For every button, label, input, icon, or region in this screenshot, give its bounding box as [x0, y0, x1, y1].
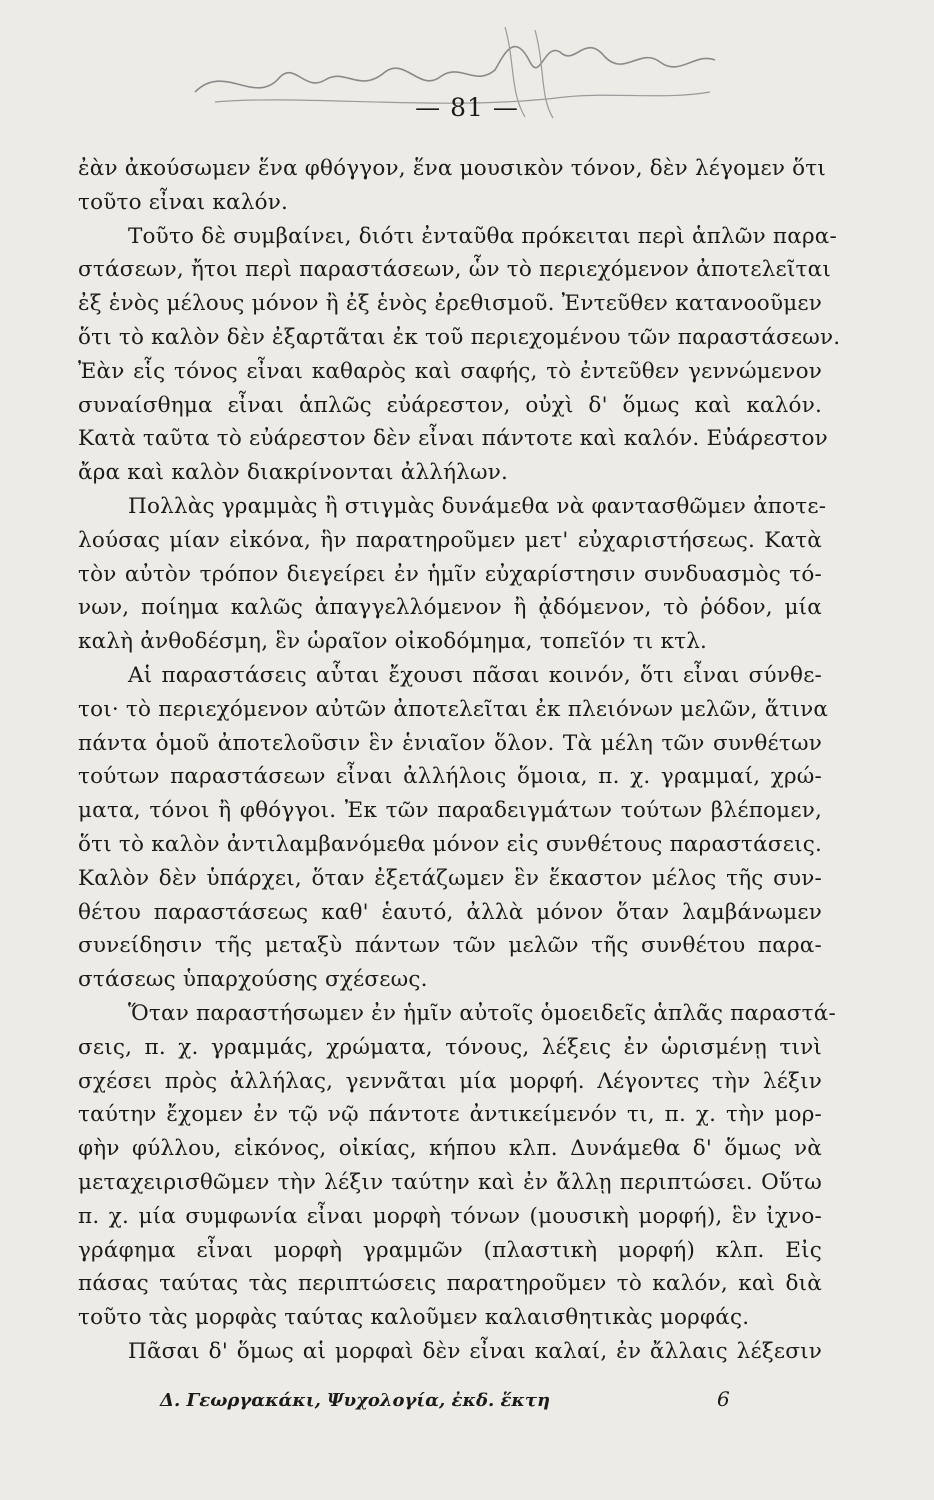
text-line: σχέσει πρὸς ἀλλήλας, γεννᾶται μία μορφή. Λέγοντες τὴν λέξιν: [78, 1068, 822, 1094]
text-line: ματα, τόνοι ἢ φθόγγοι. Ἐκ τῶν παραδειγμάτων τούτων βλέπομεν,: [78, 798, 822, 824]
text-line: Τοῦτο δὲ συμβαίνει, διότι ἐνταῦθα πρόκειται περὶ ἁπλῶν παρα-: [128, 223, 837, 249]
text-line: μεταχειρισθῶμεν τὴν λέξιν ταύτην καὶ ἐν ἄλλῃ περιπτώσει. Οὕτω: [78, 1169, 822, 1195]
text-line: Καλὸν δὲν ὑπάρχει, ὅταν ἐξετάζωμεν ἓν ἕκαστον μέλος τῆς συν-: [78, 865, 822, 891]
page-number: — 81 —: [415, 93, 519, 122]
text-line: τοῦτο εἶναι καλόν.: [78, 189, 289, 215]
text-line: καλὴ ἀνθοδέσμη, ἓν ὡραῖον οἰκοδόμημα, τοπεῖόν τι κτλ.: [78, 629, 708, 655]
footer-citation: Δ. Γεωργακάκι, Ψυχολογία, ἐκδ. ἕκτη: [160, 1390, 551, 1411]
text-line: τούτων παραστάσεων εἶναι ἀλλήλοις ὅμοια, π. χ. γραμμαί, χρώ-: [78, 764, 822, 790]
text-line: φὴν φύλλου, εἰκόνος, οἰκίας, κήπου κλπ. Δυνάμεθα δ' ὅμως νὰ: [78, 1136, 822, 1162]
text-line: ἐὰν ἀκούσωμεν ἕνα φθόγγον, ἕνα μουσικὸν τόνον, δὲν λέγομεν ὅτι: [78, 156, 826, 181]
text-line: νων, ποίημα καλῶς ἀπαγγελλόμενον ἢ ᾀδόμενον, τὸ ῥόδον, μία: [78, 595, 822, 621]
text-line: Ὅταν παραστήσωμεν ἐν ἡμῖν αὐτοῖς ὁμοειδεῖς ἁπλᾶς παραστά-: [128, 1000, 836, 1026]
signature-number: 6: [717, 1387, 730, 1411]
text-line: τοῦτο τὰς μορφὰς ταύτας καλοῦμεν καλαισθητικὰς μορφάς.: [78, 1305, 750, 1331]
text-line: ὅτι τὸ καλὸν δὲν ἐξαρτᾶται ἐκ τοῦ περιεχομένου τῶν παραστάσεων.: [78, 324, 841, 350]
text-line: Κατὰ ταῦτα τὸ εὐάρεστον δὲν εἶναι πάντοτε καὶ καλόν. Εὐάρεστον: [78, 426, 828, 452]
text-line: στάσεως ὑπαρχούσης σχέσεως.: [78, 967, 428, 993]
text-line: λούσας μίαν εἰκόνα, ἣν παρατηροῦμεν μετ' εὐχαριστήσεως. Κατὰ: [78, 527, 822, 553]
text-line: τοι· τὸ περιεχόμενον αὐτῶν ἀποτελεῖται ἐκ πλειόνων μελῶν, ἅτινα: [78, 696, 829, 722]
text-line: ὅτι τὸ καλὸν ἀντιλαμβανόμεθα μόνον εἰς συνθέτους παραστάσεις.: [78, 831, 822, 857]
text-line: σεις, π. χ. γραμμάς, χρώματα, τόνους, λέξεις ἐν ὡρισμένῃ τινὶ: [78, 1034, 822, 1060]
text-line: γράφημα εἶναι μορφὴ γραμμῶν (πλαστικὴ μορφή) κλπ. Εἰς: [78, 1237, 822, 1263]
text-line: π. χ. μία συμφωνία εἶναι μορφὴ τόνων (μουσικὴ μορφή), ἓν ἰχνο-: [78, 1203, 822, 1229]
text-line: τὸν αὐτὸν τρόπον διεγείρει ἐν ἡμῖν εὐχαρίστησιν συνδυασμὸς τό-: [78, 561, 822, 587]
text-line: Αἱ παραστάσεις αὗται ἔχουσι πᾶσαι κοινόν, ὅτι εἶναι σύνθε-: [128, 662, 822, 688]
text-line: πάντα ὁμοῦ ἀποτελοῦσιν ἓν ἑνιαῖον ὅλον. Τὰ μέλη τῶν συνθέτων: [78, 730, 822, 756]
body-text: [78, 152, 841, 1369]
text-line: Ἐὰν εἷς τόνος εἶναι καθαρὸς καὶ σαφής, τὸ ἐντεῦθεν γεννώμενον: [78, 358, 822, 384]
text-line: συναίσθημα εἶναι ἁπλῶς εὐάρεστον, οὐχὶ δ' ὅμως καὶ καλόν.: [78, 392, 822, 418]
text-line: θέτου παραστάσεως καθ' ἑαυτό, ἀλλὰ μόνον ὅταν λαμβάνωμεν: [78, 899, 822, 925]
text-line: Πᾶσαι δ' ὅμως αἱ μορφαὶ δὲν εἶναι καλαί, ἐν ἄλλαις λέξεσιν: [128, 1338, 822, 1364]
text-line: πάσας ταύτας τὰς περιπτώσεις παρατηροῦμεν τὸ καλόν, καὶ διὰ: [78, 1271, 822, 1297]
text-line: ἄρα καὶ καλὸν διακρίνονται ἀλλήλων.: [78, 460, 509, 486]
text-line: ταύτην ἔχομεν ἐν τῷ νῷ πάντοτε ἀντικείμενόν τι, π. χ. τὴν μορ-: [78, 1102, 822, 1128]
text-line: συνείδησιν τῆς μεταξὺ πάντων τῶν μελῶν τῆς συνθέτου παρα-: [78, 933, 822, 959]
text-line: Πολλὰς γραμμὰς ἢ στιγμὰς δυνάμεθα νὰ φαντασθῶμεν ἀποτε-: [128, 493, 827, 519]
text-line: στάσεων, ἤτοι περὶ παραστάσεων, ὧν τὸ περιεχόμενον ἀποτελεῖται: [78, 257, 831, 283]
text-line: ἐξ ἑνὸς μέλους μόνον ἢ ἐξ ἑνὸς ἐρεθισμοῦ. Ἐντεῦθεν κατανοοῦμεν: [78, 291, 822, 317]
